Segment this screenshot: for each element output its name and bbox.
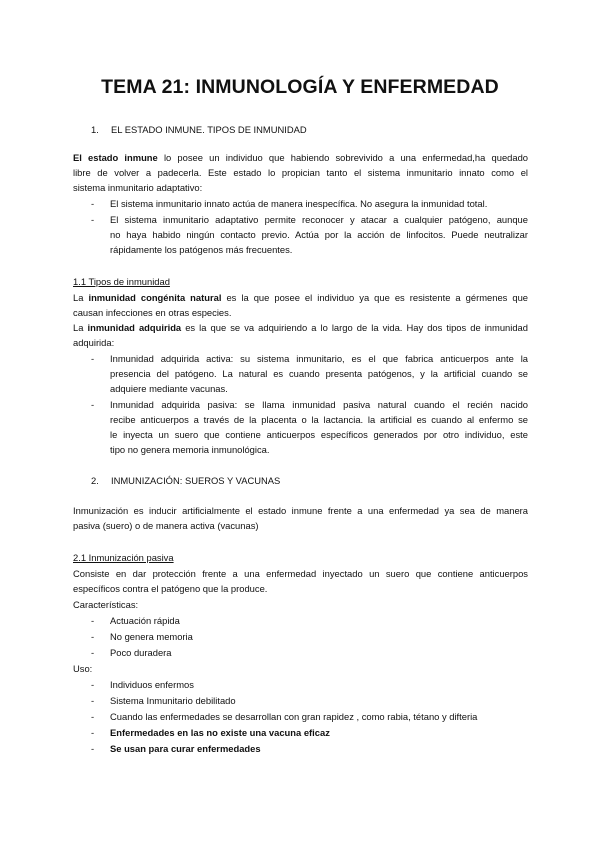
s11-paragraph-1-line-1 bbox=[73, 292, 528, 304]
list-dash: - bbox=[91, 631, 95, 642]
s1-bullet-1: El sistema inmunitario innato actúa de manera inespecífica. No asegura la inmunidad total. bbox=[110, 198, 488, 209]
uso-item-bold: Enfermedades en las no existe una vacuna eficaz bbox=[110, 727, 330, 738]
section-2-heading: INMUNIZACIÓN: SUEROS Y VACUNAS bbox=[111, 475, 281, 486]
s1-paragraph-line-1 bbox=[73, 152, 528, 164]
caracteristicas-label: Características: bbox=[73, 599, 139, 610]
s11-bullet-1-line-1: Inmunidad adquirida activa: su sistema inmunitario, es el que fabrica anticuerpos ante la bbox=[110, 353, 528, 364]
section-2-number: 2. bbox=[91, 475, 99, 486]
uso-item: Sistema Inmunitario debilitado bbox=[110, 695, 236, 706]
s21-paragraph-line-2: específicos contra el patógeno que la produce. bbox=[73, 583, 268, 594]
list-dash: - bbox=[91, 711, 95, 722]
list-dash: - bbox=[91, 647, 95, 658]
s11-bullet-2-line-4: tipo no genera memoria inmunológica. bbox=[110, 444, 270, 455]
s11-p2-prefix: La bbox=[73, 322, 84, 333]
s1-paragraph-line-3: sistema inmunitario adaptativo: bbox=[73, 182, 203, 193]
page-title: TEMA 21: INMUNOLOGÍA Y ENFERMEDAD bbox=[101, 76, 499, 98]
list-dash: - bbox=[91, 214, 95, 225]
list-dash: - bbox=[91, 727, 95, 738]
s11-paragraph-2-line-1 bbox=[73, 322, 528, 334]
list-dash: - bbox=[91, 695, 95, 706]
list-dash: - bbox=[91, 615, 95, 626]
s1-bullet-2-line-1: El sistema inmunitario adaptativo permite reconocer y atacar a cualquier patógeno, aunque bbox=[110, 214, 528, 225]
s1-p1-text: lo posee un individuo que habiendo sobrevivido a una enfermedad,ha quedado bbox=[163, 152, 529, 163]
s11-bullet-2-line-1: Inmunidad adquirida pasiva: se llama inmunidad pasiva natural cuando el recién nacido bbox=[110, 399, 528, 410]
s11-paragraph-1-line-2: causan infecciones en otras especies. bbox=[73, 307, 232, 318]
s11-p1-prefix: La bbox=[73, 292, 84, 303]
s1-bold-term: El estado inmune bbox=[73, 152, 158, 163]
s11-p2-bold-term: inmunidad adquirida bbox=[87, 322, 182, 333]
caracteristica-item: Poco duradera bbox=[110, 647, 172, 658]
section-2-1-heading: 2.1 Inmunización pasiva bbox=[73, 552, 174, 563]
s11-bullet-2-line-2: recibe anticuerpos a través de la placenta o la lactancia. la artificial es cuando al enfermo se bbox=[110, 414, 528, 425]
list-dash: - bbox=[91, 198, 95, 209]
list-dash: - bbox=[91, 399, 95, 410]
s11-paragraph-2-line-2: adquirida: bbox=[73, 337, 115, 348]
section-1-heading: EL ESTADO INMUNE. TIPOS DE INMUNIDAD bbox=[111, 124, 307, 135]
section-1-1-heading: 1.1 Tipos de inmunidad bbox=[73, 276, 170, 287]
list-dash: - bbox=[91, 353, 95, 364]
s11-bullet-2-line-3: le inyecta un suero que contiene anticuerpos específicos generados por otro individuo, este bbox=[110, 429, 528, 440]
caracteristica-item: Actuación rápida bbox=[110, 615, 180, 626]
uso-label: Uso: bbox=[73, 663, 93, 674]
s11-bullet-1-line-3: adquiere mediante vacunas. bbox=[110, 383, 228, 394]
s11-p2-text: es la que se va adquiriendo a lo largo de la vida. Hay dos tipos de inmunidad bbox=[185, 322, 528, 333]
s11-p1-text: es la que posee el individuo ya que es resistente a gérmenes que bbox=[226, 292, 529, 303]
s2-paragraph-line-2: pasiva (suero) o de manera activa (vacunas) bbox=[73, 520, 259, 531]
s1-bullet-2-line-2: no haya habido ningún contacto previo. Actúa por la acción de linfocitos. Puede neutralizar bbox=[110, 229, 528, 240]
list-dash: - bbox=[91, 743, 95, 754]
caracteristica-item: No genera memoria bbox=[110, 631, 193, 642]
s1-bullet-2-line-3: rápidamente los patógenos más frecuentes. bbox=[110, 244, 293, 255]
uso-item: Individuos enfermos bbox=[110, 679, 194, 690]
s1-paragraph-line-2: libre de volver a padecerla. Este estado lo propician tanto el sistema inmunitario innato como el bbox=[73, 167, 528, 178]
s11-p1-bold-term: inmunidad congénita natural bbox=[88, 292, 222, 303]
section-1-number: 1. bbox=[91, 124, 99, 135]
list-dash: - bbox=[91, 679, 95, 690]
s2-paragraph-line-1: Inmunización es inducir artificialmente el estado inmune frente a una enfermedad ya sea de manera bbox=[73, 505, 528, 516]
uso-item: Cuando las enfermedades se desarrollan con gran rapidez , como rabia, tétano y difteria bbox=[110, 711, 478, 722]
s11-bullet-1-line-2: presencia del patógeno. La natural es cuando presenta patógenos, y la artificial cuando se bbox=[110, 368, 528, 379]
s21-paragraph-line-1: Consiste en dar protección frente a una enfermedad inyectado un suero que contiene anticuerpos bbox=[73, 568, 528, 579]
uso-item-bold: Se usan para curar enfermedades bbox=[110, 743, 261, 754]
